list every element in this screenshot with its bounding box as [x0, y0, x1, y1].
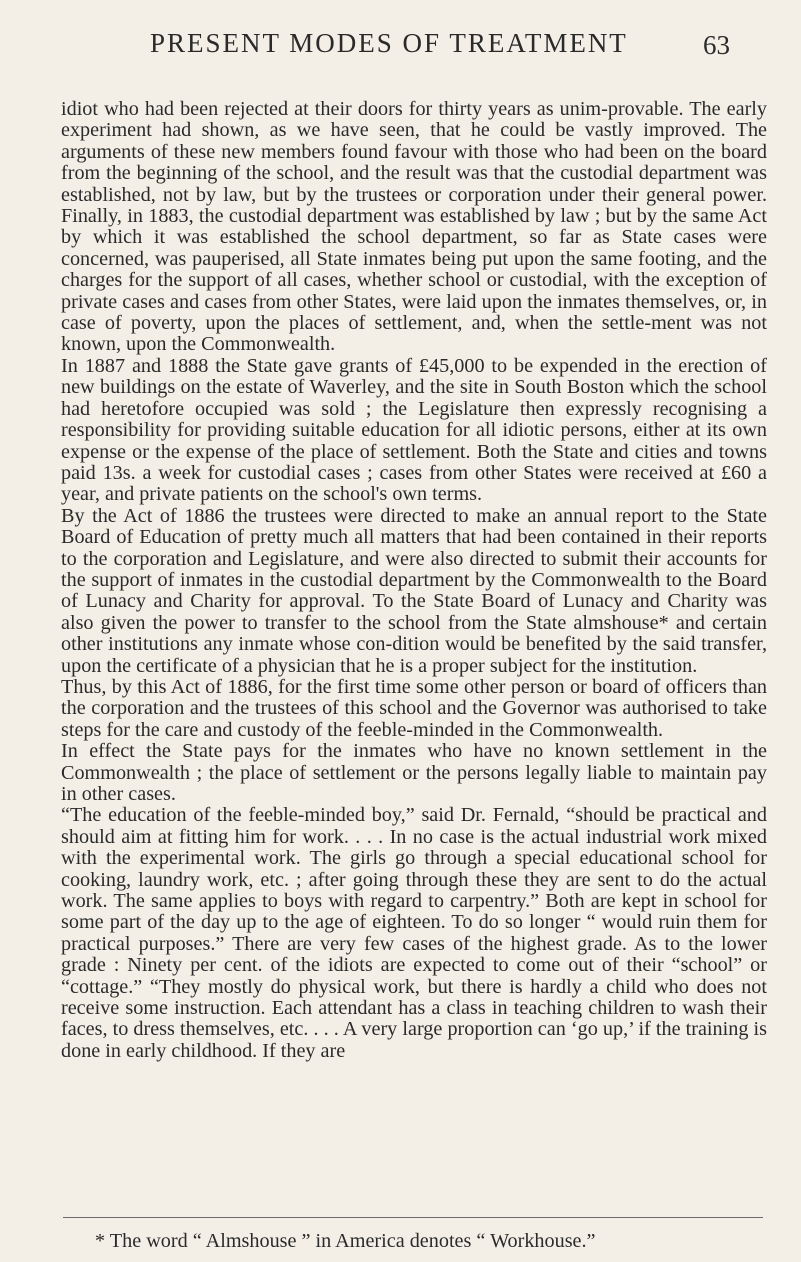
running-title: PRESENT MODES OF TREATMENT — [150, 28, 628, 58]
paragraph-3: By the Act of 1886 the trustees were directed to make an annual report to the State Board of Education of pretty much all matters that had been contained in their reports to the corporation and Legislature, and were also directed to submit their accounts for the support of inmates in the custodial department by the Commonwealth to the Board of Lunacy and Charity for approval. To the State Board of Lunacy and Charity was also given the power to transfer to the school from the State almshouse* and certain other institutions any inmate whose con-dition would be benefited by the said transfer, upon the certificate of a physician that he is a proper subject for the institution. — [61, 504, 767, 677]
footnote-rule — [63, 1217, 763, 1218]
body-text — [61, 99, 767, 1062]
paragraph-1: idiot who had been rejected at their doors for thirty years as unim-provable. The early experiment had shown, as we have seen, that he could be vastly improved. The arguments of these new members found favour with those who had been on the board from the beginning of the school, and the result was that the custodial department was established, not by law, but by the trustees or corporation under their general power. Finally, in 1883, the custodial department was established by law ; but by the same Act by which it was established the school department, so far as State cases were concerned, was pauperised, all State inmates being put upon the same footing, and the charges for the support of all cases, whether school or custodial, with the exception of private cases and cases from other States, were laid upon the inmates themselves, or, in case of poverty, upon the places of settlement, and, when the settle-ment was not known, upon the Commonwealth. — [61, 98, 767, 356]
page-number: 63 — [703, 30, 730, 60]
paragraph-2: In 1887 and 1888 the State gave grants of £45,000 to be expended in the erection of new buildings on the estate of Waverley, and the site in South Boston which the school had heretofore occupied was sold ; the Legislature then expressly recognising a responsibility for providing suitable education for all idiotic persons, either at its own expense or the expense of the place of settlement. Both the State and cities and towns paid 13s. a week for custodial cases ; cases from other States were received at £60 a year, and private patients on the school's own terms. — [61, 354, 767, 506]
footnote: * The word “ Almshouse ” in America denotes “ Workhouse.” — [95, 1230, 596, 1252]
paragraph-6: “The education of the feeble-minded boy,” said Dr. Fernald, “should be practical and should aim at fitting him for work. . . . In no case is the actual industrial work mixed with the experimental work. The girls go through a special educational school for cooking, laundry work, etc. ; after going through these they are sent to do the actual work. The same applies to boys with regard to carpentry.” Both are kept in school for some part of the day up to the age of eighteen. To do so longer “ would ruin them for practical purposes.” There are very few cases of the highest grade. As to the lower grade : Ninety per cent. of the idiots are expected to come out of their “school” or “cottage.” “They mostly do physical work, but there is hardly a child who does not receive some instruction. Each attendant has a class in teaching children to wash their faces, to dress themselves, etc. . . . A very large proportion can ‘go up,’ if the training is done in early childhood. If they are — [61, 804, 767, 1062]
page-header — [150, 28, 730, 78]
paragraph-4: Thus, by this Act of 1886, for the first time some other person or board of officers than the corporation and the trustees of this school and the Governor was authorised to take steps for the care and custody of the feeble-minded in the Commonwealth. — [61, 675, 767, 741]
paragraph-5: In effect the State pays for the inmates who have no known settlement in the Commonwealth ; the place of settlement or the persons legally liable to maintain pay in other cases. — [61, 740, 767, 805]
